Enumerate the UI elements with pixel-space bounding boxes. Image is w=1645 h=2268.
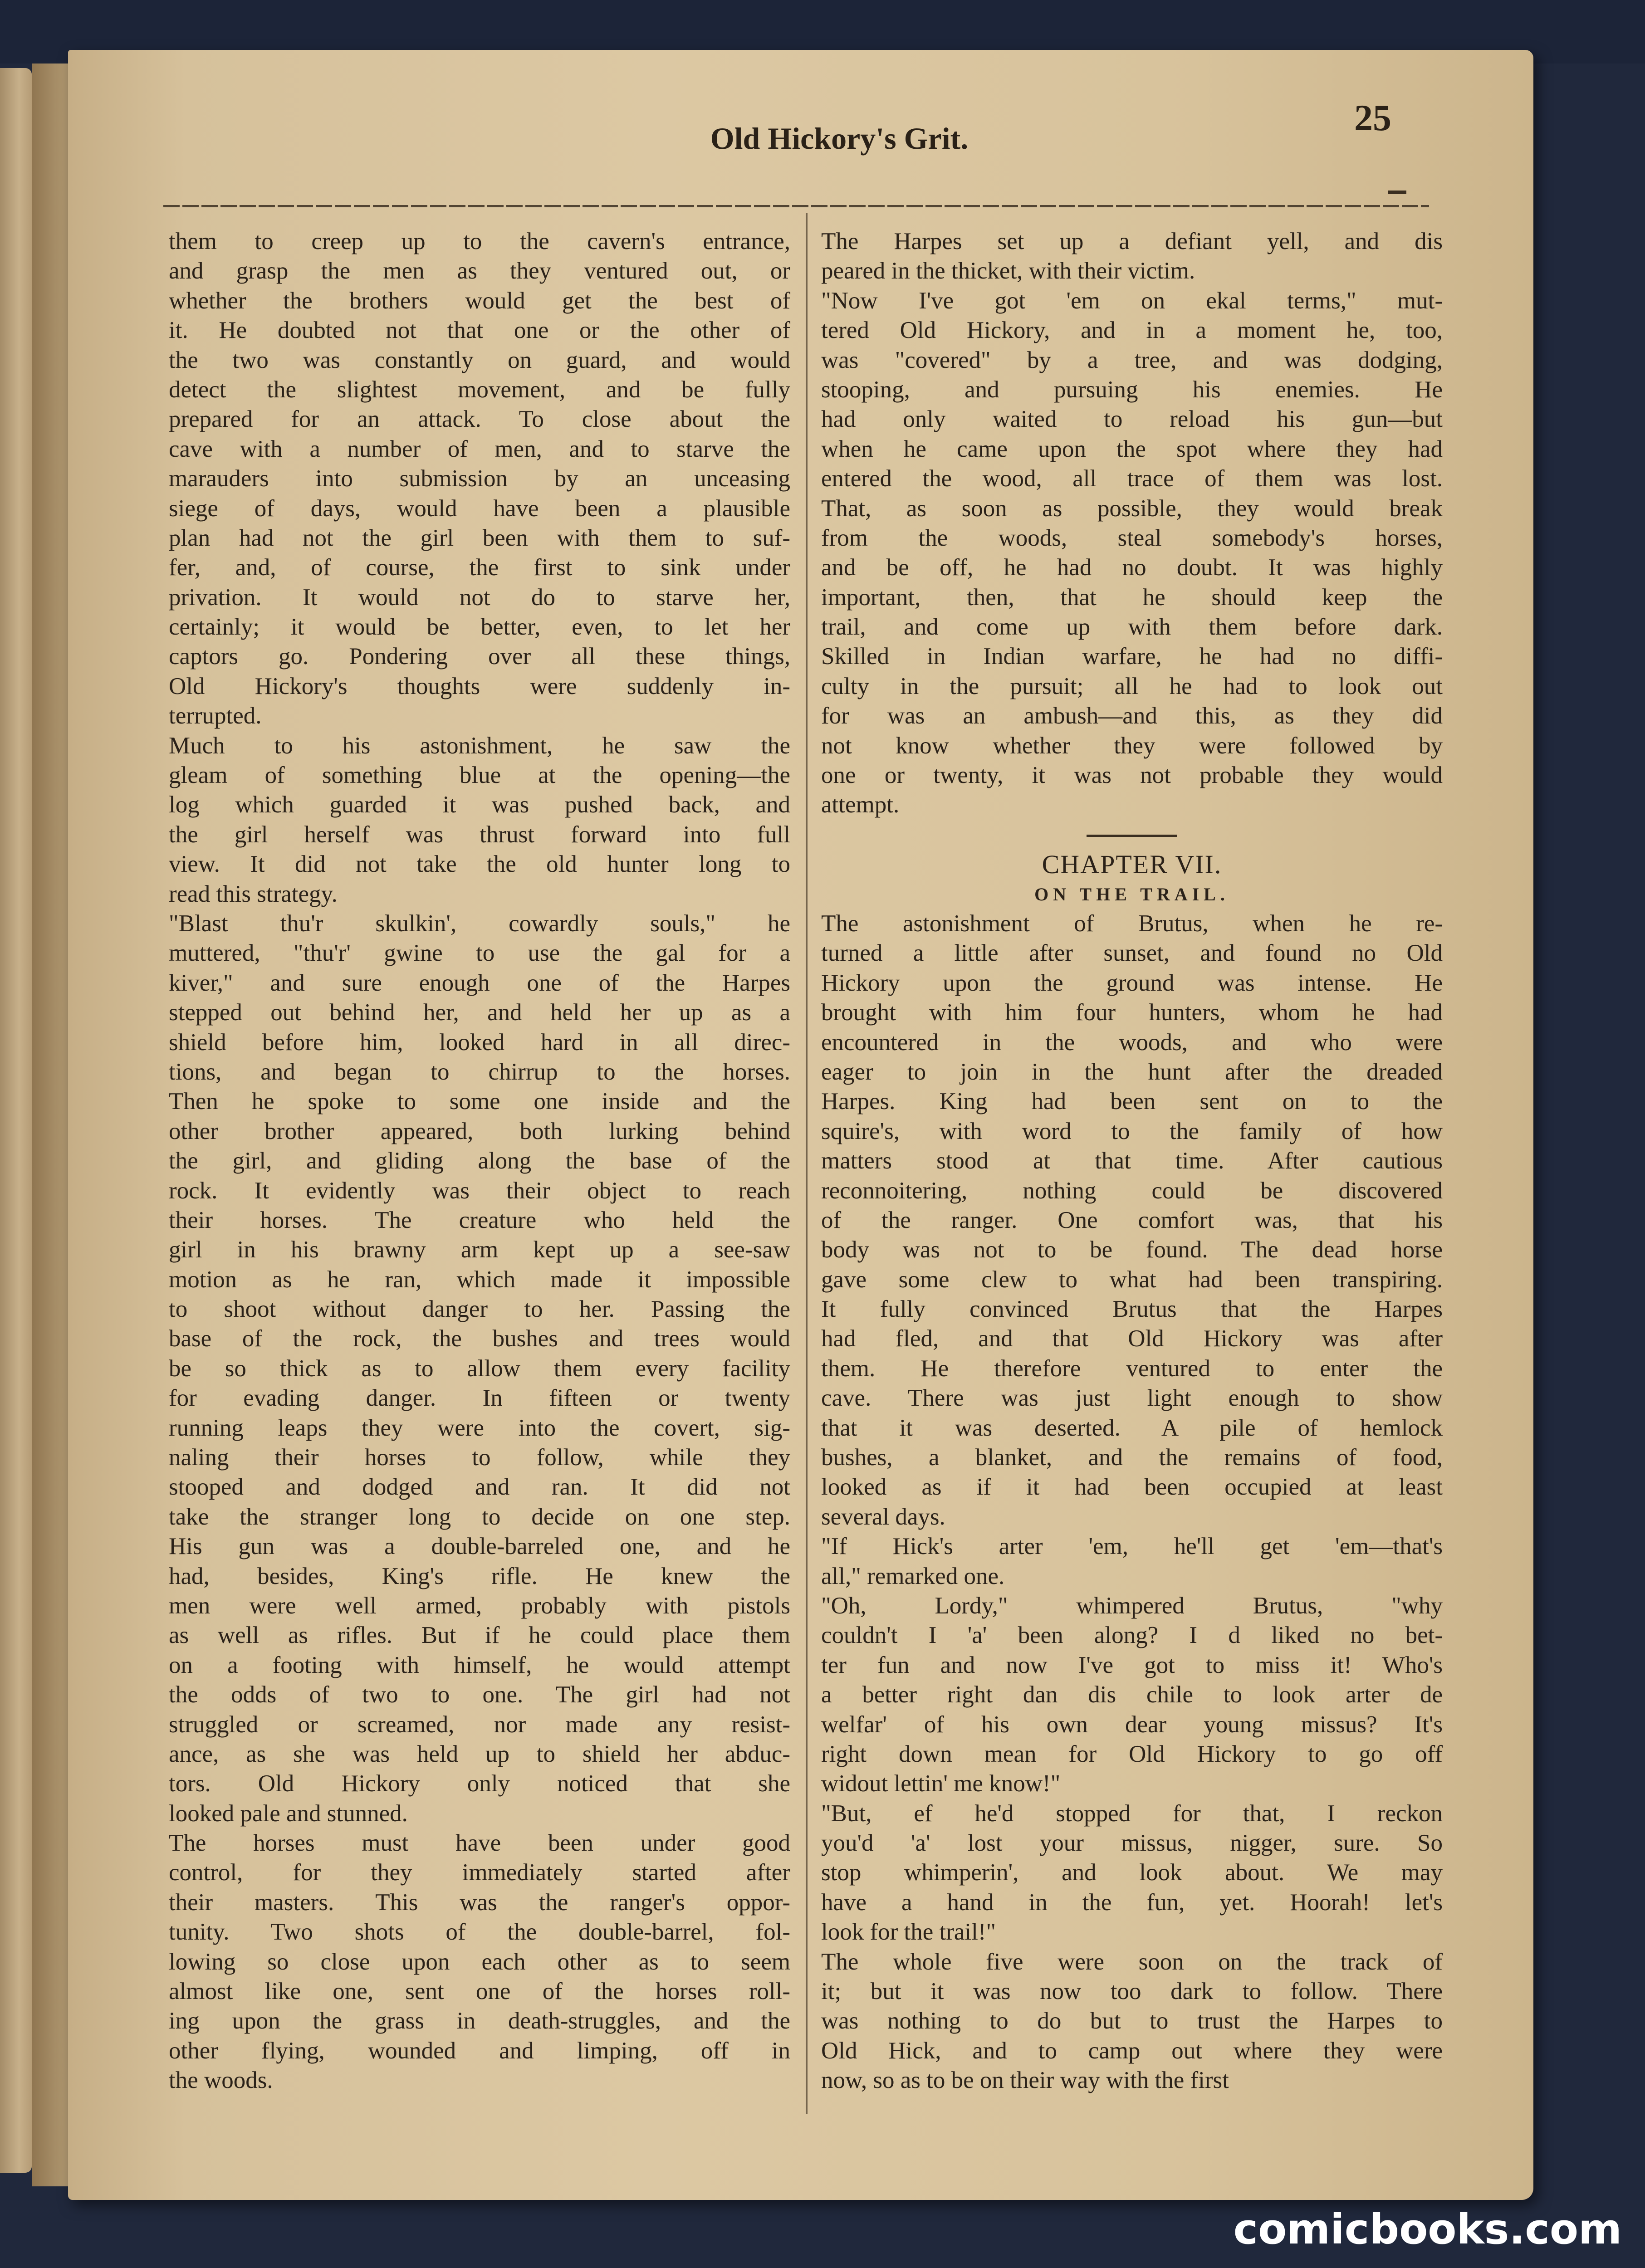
text-line: "If Hick's arter 'em, he'll get 'em—that's	[821, 1533, 1443, 1560]
text-line: fer, and, of course, the first to sink under	[169, 554, 790, 581]
page-number-dash	[1388, 191, 1406, 194]
text-line: The horses must have been under good	[169, 1830, 790, 1857]
text-line: stooped and dodged and ran. It did not	[169, 1474, 790, 1501]
text-line: culty in the pursuit; all he had to look out	[821, 673, 1443, 699]
text-line: important, then, that he should keep the	[821, 584, 1443, 611]
text-line: right down mean for Old Hickory to go off	[821, 1740, 1443, 1767]
text-line: tors. Old Hickory only noticed that she	[169, 1770, 790, 1797]
text-line: base of the rock, the bushes and trees would	[169, 1325, 790, 1352]
text-line: it; but it was now too dark to follow. There	[821, 1978, 1443, 2005]
text-line: siege of days, would have been a plausible	[169, 495, 790, 522]
chapter-subtitle: ON THE TRAIL.	[1034, 884, 1229, 904]
text-line: struggled or screamed, nor made any resist-	[169, 1711, 790, 1738]
text-line: Harpes. King had been sent on to the	[821, 1088, 1443, 1115]
text-line: marauders into submission by an unceasing	[169, 465, 790, 492]
text-line: gleam of something blue at the opening—the	[169, 762, 790, 789]
text-line: eager to join in the hunt after the dreaded	[821, 1058, 1443, 1085]
text-line: reconnoitering, nothing could be discovered	[821, 1177, 1443, 1204]
text-line: Much to his astonishment, he saw the	[169, 732, 790, 759]
column-divider	[806, 213, 808, 2114]
text-line: It fully convinced Brutus that the Harpes	[821, 1296, 1443, 1323]
text-line: cave. There was just light enough to show	[821, 1385, 1443, 1412]
text-line: looked pale and stunned.	[169, 1800, 408, 1827]
text-line: when he came upon the spot where they had	[821, 435, 1443, 462]
text-line: squire's, with word to the family of how	[821, 1118, 1443, 1144]
text-line: muttered, "thu'r' gwine to use the gal for a	[169, 940, 790, 967]
text-line: body was not to be found. The dead horse	[821, 1237, 1443, 1263]
chapter-title: CHAPTER VII.	[1042, 850, 1222, 880]
text-line: His gun was a double-barreled one, and he	[169, 1533, 790, 1560]
text-line: their horses. The creature who held the	[169, 1207, 790, 1233]
text-line: the girl, and gliding along the base of the	[169, 1148, 790, 1174]
text-line: privation. It would not do to starve her,	[169, 584, 790, 611]
text-line: "Oh, Lordy," whimpered Brutus, "why	[821, 1592, 1443, 1619]
text-line: detect the slightest movement, and be fully	[169, 376, 790, 403]
right-column-bottom-text	[821, 909, 1443, 2096]
text-line: looked as if it had been occupied at least	[821, 1474, 1443, 1501]
text-line: had only waited to reload his gun—but	[821, 406, 1443, 433]
header-rule	[163, 205, 1429, 207]
text-line: take the stranger long to decide on one step.	[169, 1503, 790, 1530]
text-line: tered Old Hickory, and in a moment he, too,	[821, 317, 1443, 344]
text-line: "Now I've got 'em on ekal terms," mut-	[821, 287, 1443, 314]
text-line: was "covered" by a tree, and was dodging,	[821, 347, 1443, 373]
text-line: read this strategy.	[169, 880, 338, 907]
text-line: was nothing to do but to trust the Harpes to	[821, 2008, 1443, 2034]
text-line: kiver," and sure enough one of the Harpes	[169, 969, 790, 996]
previous-page-edge	[0, 68, 32, 2173]
text-line: them to creep up to the cavern's entrance,	[169, 228, 790, 254]
text-line: brought with him four hunters, whom he had	[821, 999, 1443, 1026]
text-line: the girl herself was thrust forward into full	[169, 821, 790, 848]
text-line: The Harpes set up a defiant yell, and dis	[821, 228, 1443, 254]
text-line: not know whether they were followed by	[821, 732, 1443, 759]
text-line: trail, and come up with them before dark.	[821, 614, 1443, 640]
text-line: on a footing with himself, he would attempt	[169, 1652, 790, 1678]
text-line: Skilled in Indian warfare, he had no diffi-	[821, 643, 1443, 670]
text-line: the two was constantly on guard, and would	[169, 347, 790, 373]
text-line: and be off, he had no doubt. It was highly	[821, 554, 1443, 581]
text-line: naling their horses to follow, while they	[169, 1444, 790, 1471]
text-line: ter fun and now I've got to miss it! Who's	[821, 1652, 1443, 1678]
text-line: tunity. Two shots of the double-barrel, fol-	[169, 1919, 790, 1945]
text-line: That, as soon as possible, they would break	[821, 495, 1443, 522]
text-line: the odds of two to one. The girl had not	[169, 1681, 790, 1708]
text-line: other flying, wounded and limping, off in	[169, 2037, 790, 2064]
text-line: The whole five were soon on the track of	[821, 1948, 1443, 1975]
left-column	[169, 227, 790, 2096]
text-line: Hickory upon the ground was intense. He	[821, 969, 1443, 996]
text-line: ing upon the grass in death-struggles, and the	[169, 2008, 790, 2034]
text-line: look for the trail!"	[821, 1919, 996, 1945]
text-line: had fled, and that Old Hickory was after	[821, 1325, 1443, 1352]
text-line: captors go. Pondering over all these things,	[169, 643, 790, 670]
page-number: 25	[1354, 97, 1391, 138]
text-line: of the ranger. One comfort was, that his	[821, 1207, 1443, 1233]
text-line: bushes, a blanket, and the remains of food,	[821, 1444, 1443, 1471]
text-line: and grasp the men as they ventured out, or	[169, 258, 790, 284]
text-line: attempt.	[821, 792, 900, 818]
text-line: from the woods, steal somebody's horses,	[821, 524, 1443, 551]
text-line: for evading danger. In fifteen or twenty	[169, 1385, 790, 1412]
text-line: other brother appeared, both lurking behind	[169, 1118, 790, 1144]
chapter-separator	[821, 820, 1443, 850]
text-line: a better right dan dis chile to look arter de	[821, 1681, 1443, 1708]
text-line: as well as rifles. But if he could place them	[169, 1622, 790, 1649]
text-line: log which guarded it was pushed back, and	[169, 792, 790, 818]
text-line: rock. It evidently was their object to reach	[169, 1177, 790, 1204]
text-line: it. He doubted not that one or the other of	[169, 317, 790, 344]
text-line: almost like one, sent one of the horses roll-	[169, 1978, 790, 2005]
text-line: gave some clew to what had been transpiring.	[821, 1266, 1443, 1293]
text-line: peared in the thicket, with their victim.	[821, 258, 1195, 284]
text-line: terrupted.	[169, 703, 262, 729]
text-line: turned a little after sunset, and found no Old	[821, 940, 1443, 967]
text-line: girl in his brawny arm kept up a see-saw	[169, 1237, 790, 1263]
text-line: matters stood at that time. After cautious	[821, 1148, 1443, 1174]
text-line: tions, and began to chirrup to the horses.	[169, 1058, 790, 1085]
text-line: now, so as to be on their way with the first	[821, 2067, 1229, 2094]
text-line: control, for they immediately started after	[169, 1859, 790, 1886]
text-line: all," remarked one.	[821, 1563, 1005, 1589]
text-line: "But, ef he'd stopped for that, I reckon	[821, 1800, 1443, 1827]
text-line: their masters. This was the ranger's oppor-	[169, 1889, 790, 1916]
text-line: ance, as she was held up to shield her abduc-	[169, 1740, 790, 1767]
text-line: entered the wood, all trace of them was lost.	[821, 465, 1443, 492]
text-line: widout lettin' me know!"	[821, 1770, 1061, 1797]
text-line: be so thick as to allow them every facility	[169, 1355, 790, 1382]
text-line: view. It did not take the old hunter long to	[169, 851, 790, 878]
right-column-top-text	[821, 227, 1443, 820]
text-line: to shoot without danger to her. Passing the	[169, 1296, 790, 1323]
text-line: stooping, and pursuing his enemies. He	[821, 376, 1443, 403]
text-line: motion as he ran, which made it impossible	[169, 1266, 790, 1293]
text-line: cave with a number of men, and to starve the	[169, 435, 790, 462]
right-column	[821, 227, 1443, 2096]
text-line: several days.	[821, 1503, 945, 1530]
text-line: Then he spoke to some one inside and the	[169, 1088, 790, 1115]
text-line: whether the brothers would get the best of	[169, 287, 790, 314]
text-line: them. He therefore ventured to enter the	[821, 1355, 1443, 1382]
text-line: certainly; it would be better, even, to let her	[169, 614, 790, 640]
text-line: you'd 'a' lost your missus, nigger, sure. So	[821, 1830, 1443, 1857]
text-line: The astonishment of Brutus, when he re-	[821, 910, 1443, 937]
running-head: Old Hickory's Grit.	[710, 121, 969, 156]
text-line: running leaps they were into the covert, sig-	[169, 1414, 790, 1441]
text-line: men were well armed, probably with pistols	[169, 1592, 790, 1619]
text-line: couldn't I 'a' been along? I d liked no bet-	[821, 1622, 1443, 1649]
text-line: welfar' of his own dear young missus? It's	[821, 1711, 1443, 1738]
text-line: prepared for an attack. To close about the	[169, 406, 790, 433]
text-line: that it was deserted. A pile of hemlock	[821, 1414, 1443, 1441]
text-line: have a hand in the fun, yet. Hoorah! let's	[821, 1889, 1443, 1916]
text-line: the woods.	[169, 2067, 273, 2094]
watermark: comicbooks.com	[1233, 2205, 1622, 2253]
text-line: for was an ambush—and this, as they did	[821, 703, 1443, 729]
text-line: Old Hick, and to camp out where they were	[821, 2037, 1443, 2064]
text-line: plan had not the girl been with them to suf-	[169, 524, 790, 551]
text-line: stop whimperin', and look about. We may	[821, 1859, 1443, 1886]
text-line: stepped out behind her, and held her up as a	[169, 999, 790, 1026]
text-line: had, besides, King's rifle. He knew the	[169, 1563, 790, 1589]
text-line: one or twenty, it was not probable they would	[821, 762, 1443, 789]
text-line: shield before him, looked hard in all direc-	[169, 1029, 790, 1056]
text-line: encountered in the woods, and who were	[821, 1029, 1443, 1056]
text-line: lowing so close upon each other as to seem	[169, 1948, 790, 1975]
text-line: "Blast thu'r skulkin', cowardly souls," he	[169, 910, 790, 937]
page-gutter-shadow	[32, 64, 73, 2186]
text-line: Old Hickory's thoughts were suddenly in-	[169, 673, 790, 699]
